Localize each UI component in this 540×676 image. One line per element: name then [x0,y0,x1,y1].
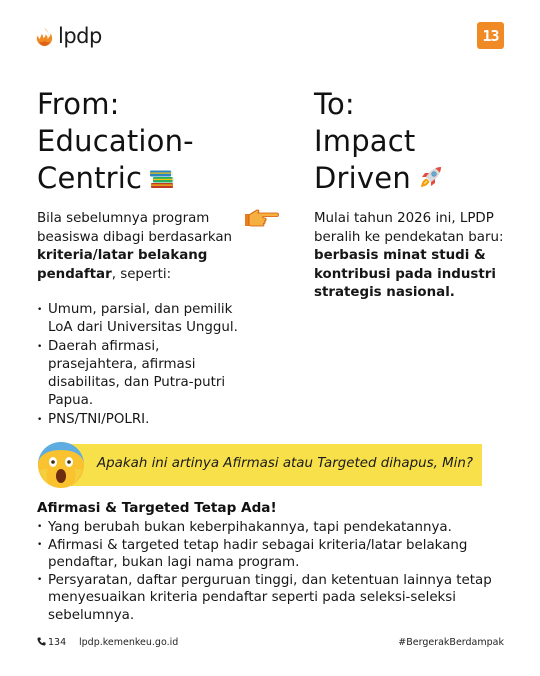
to-description [314,210,514,303]
question-text: Apakah ini artinya Afirmasi atau Targeted dihapus, Min? [97,456,473,471]
to-heading-line-2: Impact [314,124,416,158]
bullet-line: prasejahtera, afirmasi [48,356,196,372]
footer-website[interactable]: lpdp.kemenkeu.go.id [79,637,179,648]
bullet-line: Papua. [48,393,94,409]
logo-wordmark: lpdp [58,24,102,48]
to-heading-word: Driven [314,161,411,195]
from-heading-line-1: From: [37,87,120,121]
question-banner [60,444,482,486]
to-bold-line-1: berbasis minat studi & [314,248,486,263]
bullet-line: pendaftar, bukan lagi nama program. [48,555,300,571]
list-item [37,338,277,411]
bullet-line: • Daerah afirmasi, [48,338,160,354]
lpdp-logo [36,26,102,47]
footer-phone [37,637,66,648]
bullet-line: • Persyaratan, daftar perguruan tinggi, dan ketentuan lainnya tetap [48,572,492,588]
to-heading-line-1: To: [314,87,355,121]
from-bold-line-2: pendaftar [37,266,112,282]
list-item [37,411,277,429]
from-heading-line-2: Education- [37,124,194,158]
footer-hashtag: #BergerakBerdampak [398,637,504,648]
bullet-line: disabilitas, dan Putra-putri [48,375,226,391]
bullet-line: • Afirmasi & targeted tetap hadir sebagai kriteria/latar belakang [48,537,468,553]
bullet-line: sebelumnya. [48,607,135,623]
to-text-line-1: Mulai tahun 2026 ini, LPDP [314,211,494,226]
list-item [37,537,507,572]
from-bold-line-1: kriteria/latar belakang [37,248,208,263]
list-item [37,519,507,537]
rocket-icon [417,163,445,191]
bullet-line: menyesuaikan kriteria pendaftar seperti pada seleksi-seleksi [48,590,457,606]
phone-icon [37,637,46,646]
books-icon [148,163,176,191]
from-description [37,210,257,284]
from-text-line-1: Bila sebelumnya program [37,211,210,226]
page-number: 13 [482,26,499,45]
pointing-hand-icon [243,208,279,230]
to-bold-line-3: strategis nasional. [314,285,455,300]
answer-bullet-list [37,519,507,625]
list-item [37,572,507,625]
bullet-line: • Yang berubah bukan keberpihakannya, tapi pendekatannya. [48,520,452,535]
to-text-line-2: beralih ke pendekatan baru: [314,229,504,245]
from-suffix: , seperti: [111,266,172,282]
flame-logo-icon [36,27,53,47]
to-bold-line-2: kontribusi pada industri [314,266,496,282]
from-bold-line-2-wrapper [37,266,257,285]
answer-title: Afirmasi & Targeted Tetap Ada! [37,500,277,516]
from-text-line-2: beasiswa dibagi berdasarkan [37,229,233,245]
from-heading-word: Centric [37,161,143,195]
from-bullet-list [37,301,277,429]
from-heading-line-3 [37,160,194,197]
page-number-badge [477,22,504,49]
bullet-line: • Umum, parsial, dan pemilik [48,302,233,317]
from-heading [37,86,194,197]
bullet-line: • PNS/TNI/POLRI. [48,411,150,427]
to-heading [314,86,445,197]
screaming-face-icon [36,440,86,490]
bullet-line: LoA dari Universitas Unggul. [48,320,238,336]
phone-number: 134 [48,637,67,648]
to-heading-line-3 [314,160,445,197]
list-item [37,301,277,338]
